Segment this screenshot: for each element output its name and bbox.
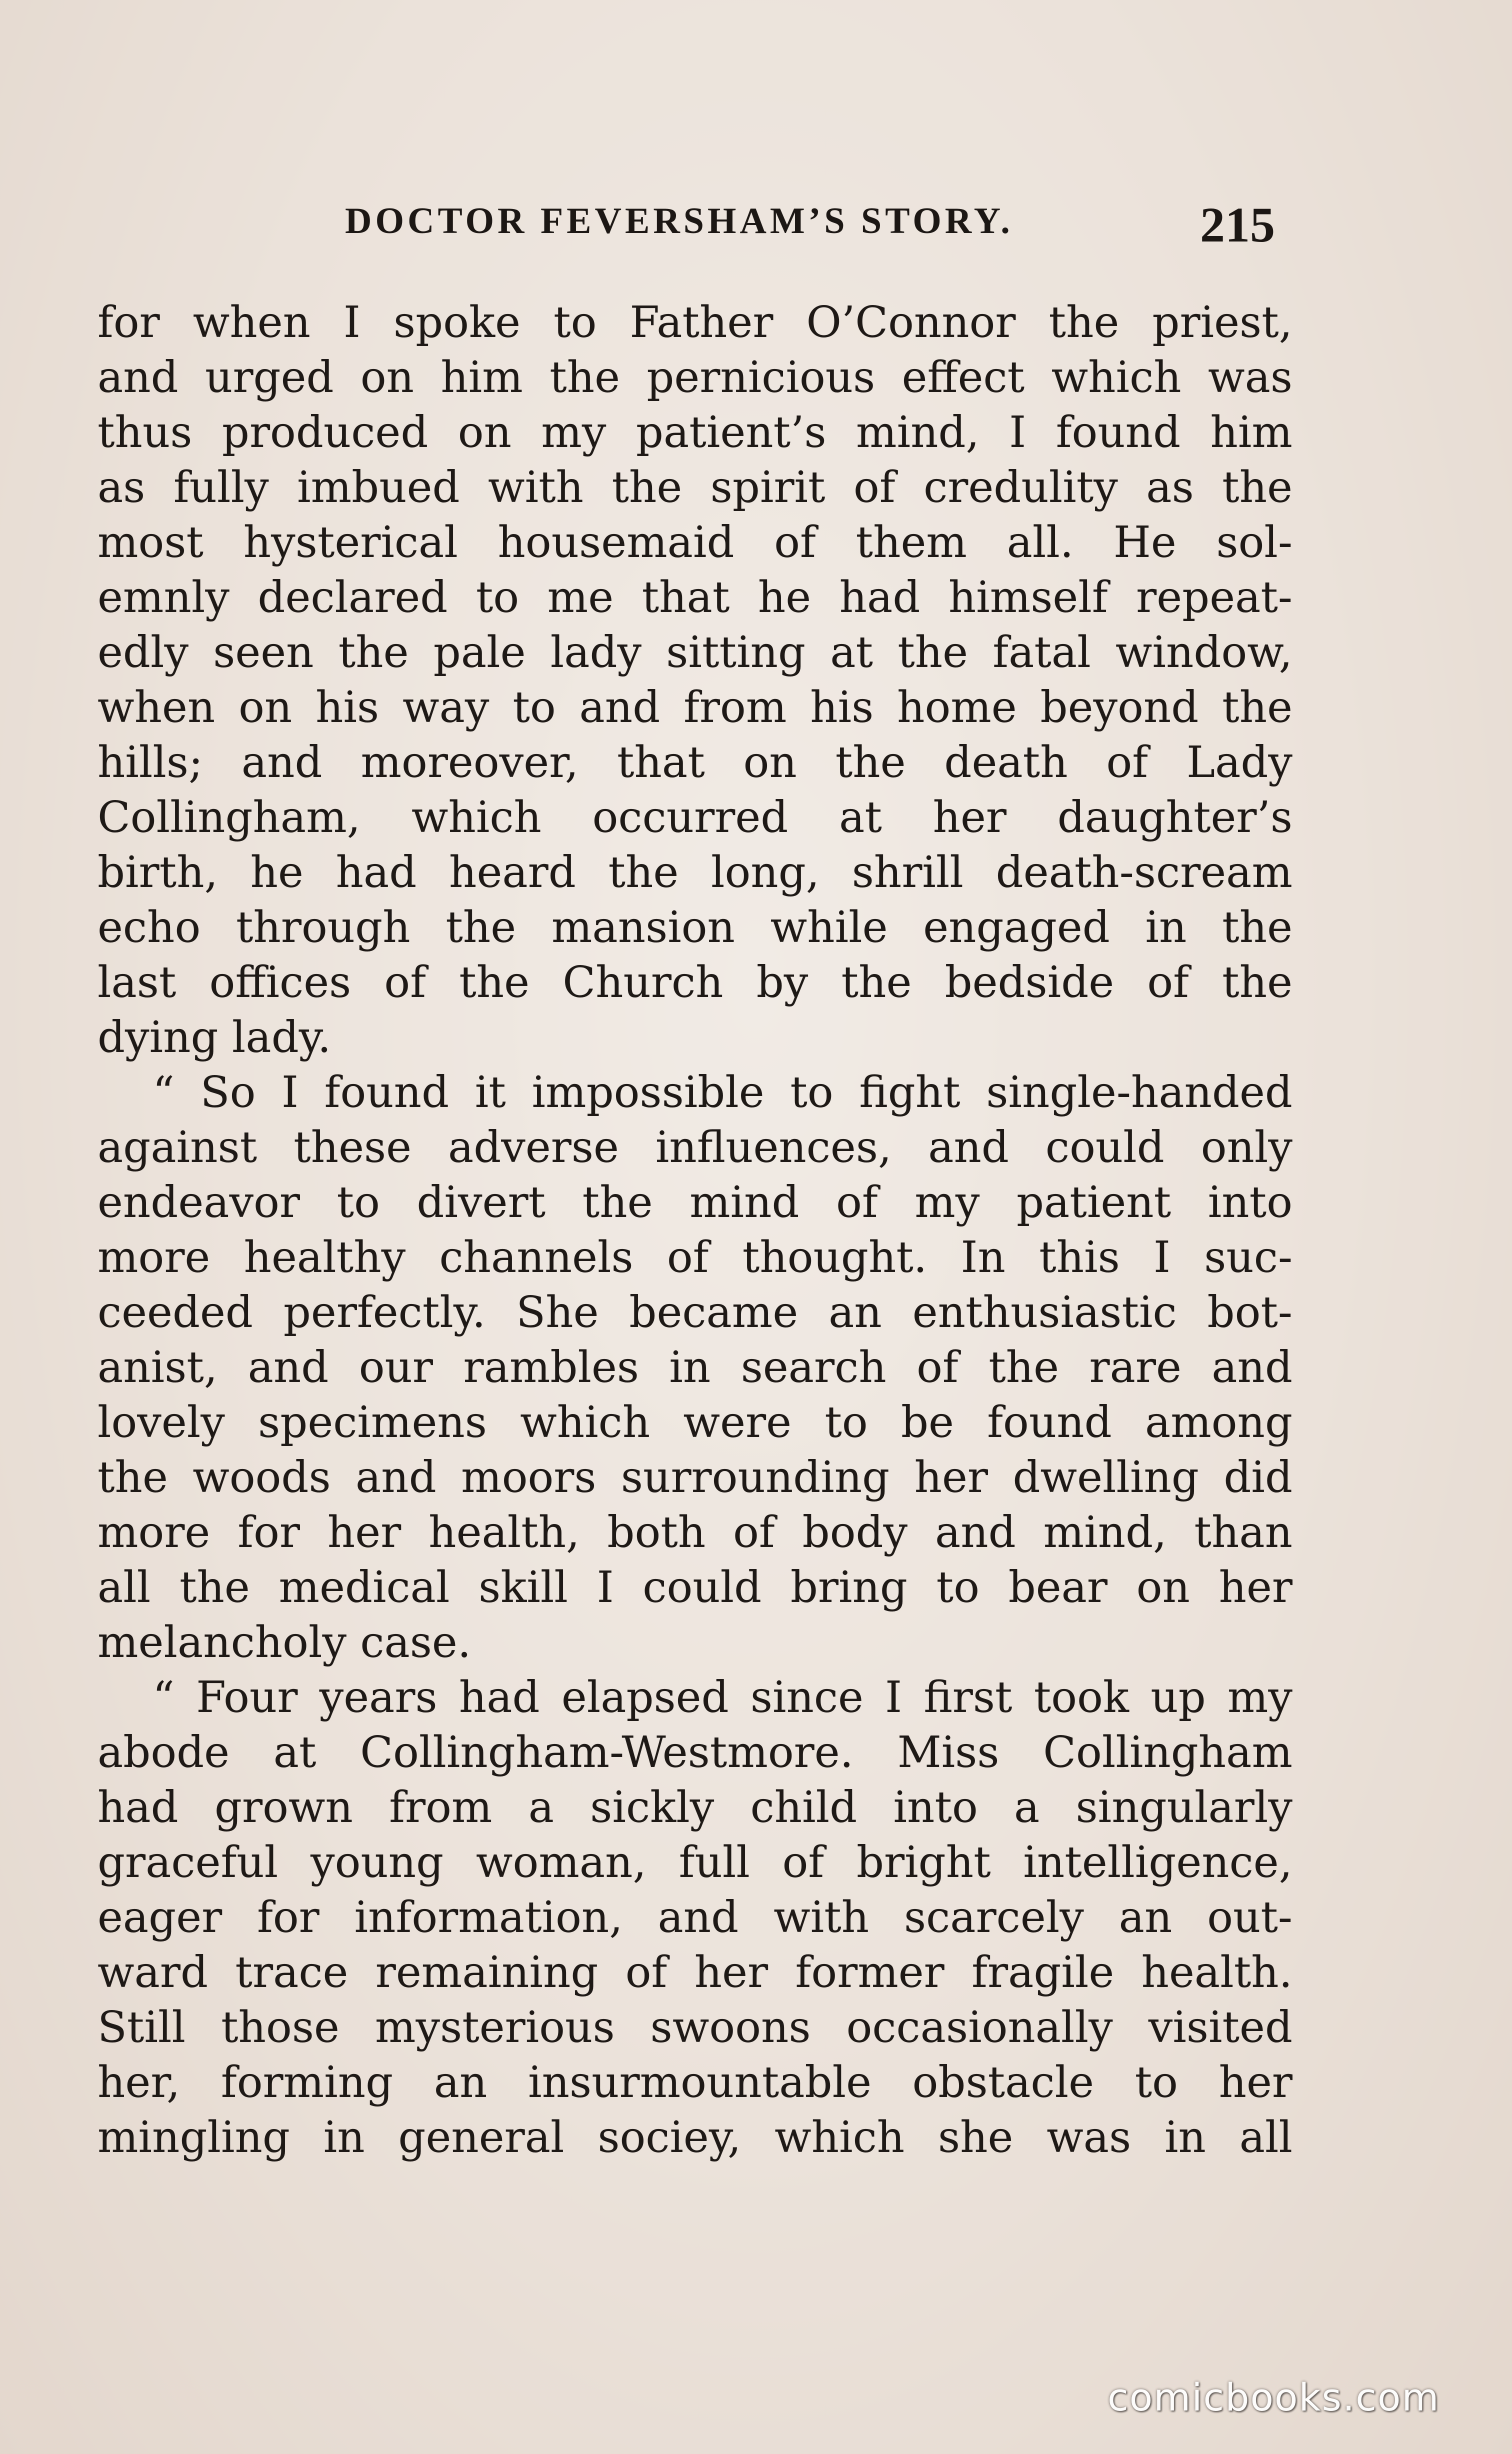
text-line: most hysterical housemaid of them all. He sol- — [98, 518, 1292, 568]
text-line: her, forming an insurmountable obstacle to her — [98, 2058, 1292, 2108]
text-line: melancholy case. — [98, 1618, 472, 1668]
text-line: thus produced on my patient’s mind, I found him — [98, 408, 1292, 458]
text-line: eager for information, and with scarcely an out- — [98, 1892, 1292, 1942]
text-line: more for her health, both of body and mind, than — [98, 1508, 1292, 1558]
text-line: ward trace remaining of her former fragile health. — [98, 1948, 1292, 1998]
text-line: graceful young woman, full of bright intelligence, — [98, 1838, 1292, 1888]
text-line: Collingham, which occurred at her daughter’s — [98, 792, 1292, 842]
text-line: endeavor to divert the mind of my patient into — [98, 1178, 1292, 1228]
text-line: all the medical skill I could bring to bear on her — [98, 1562, 1292, 1612]
text-line: abode at Collingham-Westmore. Miss Collingham — [98, 1728, 1292, 1778]
text-line: hills; and moreover, that on the death of Lady — [98, 738, 1292, 788]
text-line: mingling in general sociey, which she was in all — [98, 2112, 1292, 2162]
text-line: ceeded perfectly. She became an enthusiastic bot- — [98, 1288, 1292, 1338]
text-line: against these adverse influences, and could only — [98, 1122, 1292, 1172]
text-line: birth, he had heard the long, shrill death-scream — [98, 848, 1292, 898]
text-line: edly seen the pale lady sitting at the fatal window, — [98, 628, 1292, 678]
text-line: and urged on him the pernicious effect which was — [98, 352, 1292, 402]
page-number: 215 — [1200, 197, 1275, 252]
text-line: had grown from a sickly child into a singularly — [98, 1782, 1292, 1832]
text-line: lovely specimens which were to be found among — [98, 1398, 1292, 1448]
text-line: dying lady. — [98, 1012, 332, 1062]
text-line: more healthy channels of thought. In this I suc- — [98, 1232, 1292, 1282]
watermark: comicbooks.com — [1108, 2375, 1440, 2420]
text-line: echo through the mansion while engaged in the — [98, 902, 1292, 952]
text-line: the woods and moors surrounding her dwelling did — [98, 1452, 1292, 1502]
text-line: for when I spoke to Father O’Connor the priest, — [98, 298, 1292, 348]
running-head: DOCTOR FEVERSHAM’S STORY. — [345, 200, 1014, 242]
text-line: emnly declared to me that he had himself repeat- — [98, 572, 1292, 622]
text-line: as fully imbued with the spirit of credulity as the — [98, 462, 1292, 512]
text-line: Still those mysterious swoons occasionally visited — [98, 2002, 1292, 2052]
text-line: when on his way to and from his home beyond the — [98, 682, 1292, 732]
text-line: last offices of the Church by the bedside of the — [98, 958, 1292, 1008]
text-line: “ Four years had elapsed since I first took up my — [152, 1672, 1292, 1722]
body-text — [98, 295, 1292, 2165]
text-line: “ So I found it impossible to fight single-handed — [152, 1068, 1292, 1118]
text-line: anist, and our rambles in search of the rare and — [98, 1342, 1292, 1392]
